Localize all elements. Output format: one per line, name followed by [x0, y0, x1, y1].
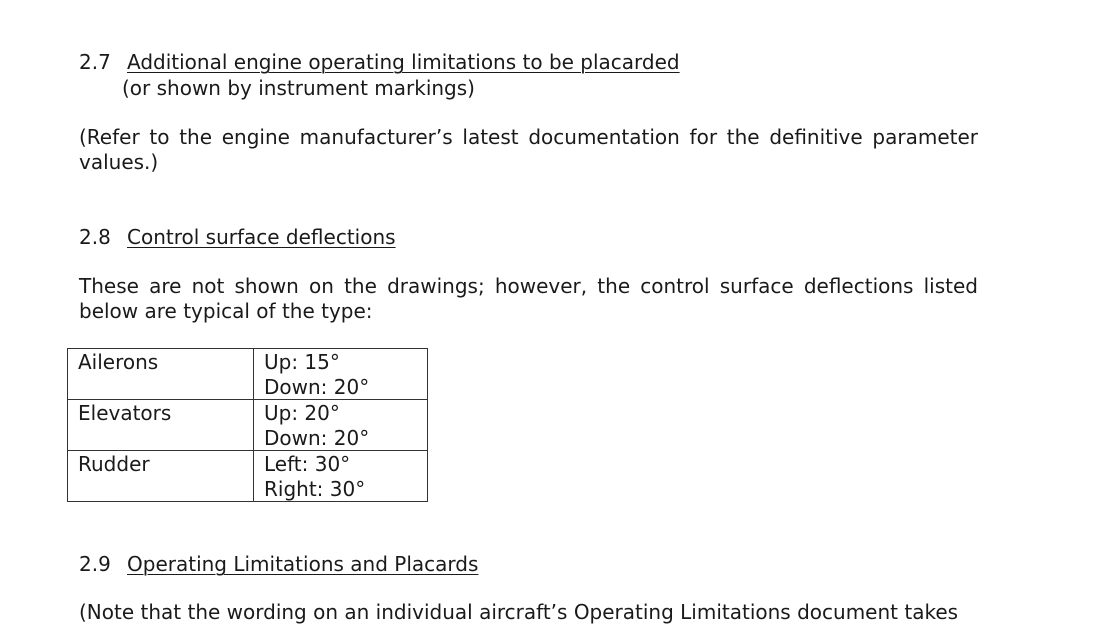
section-2-7-title: Additional engine operating limitations to be placarded: [127, 50, 680, 74]
table-row: [68, 400, 428, 451]
deflection-cell: [254, 451, 428, 502]
section-2-9-paragraph-partial: (Note that the wording on an individual aircraft’s Operating Limitations document takes: [79, 600, 959, 624]
section-2-7-number: 2.7: [79, 50, 111, 74]
control-surface-deflection-table: [67, 348, 428, 502]
surface-cell: Rudder: [68, 451, 254, 502]
table-row: [68, 451, 428, 502]
section-2-8-heading: [79, 225, 396, 249]
section-2-8-title: Control surface deflections: [127, 225, 396, 249]
deflection-line: Left: 30°: [264, 452, 351, 476]
deflection-line: Up: 20°: [264, 401, 340, 425]
deflection-line: Right: 30°: [264, 476, 366, 501]
section-2-9-heading: [79, 552, 478, 576]
section-2-8-paragraph: These are not shown on the drawings; however, the control surface deflections listed below are typical of the type:: [79, 274, 978, 323]
section-2-7-subtitle: (or shown by instrument markings): [122, 76, 475, 100]
deflection-line: Down: 20°: [264, 425, 370, 450]
table-row: [68, 349, 428, 400]
deflection-cell: [254, 400, 428, 451]
deflection-cell: [254, 349, 428, 400]
section-2-8-number: 2.8: [79, 225, 111, 249]
section-2-7-heading: [79, 50, 680, 74]
section-2-9-number: 2.9: [79, 552, 111, 576]
deflection-line: Down: 20°: [264, 374, 370, 399]
section-2-7-paragraph: (Refer to the engine manufacturer’s latest documentation for the definitive parameter values.): [79, 125, 978, 174]
section-2-9-title: Operating Limitations and Placards: [127, 552, 479, 576]
surface-cell: Ailerons: [68, 349, 254, 400]
deflection-line: Up: 15°: [264, 350, 340, 374]
surface-cell: Elevators: [68, 400, 254, 451]
